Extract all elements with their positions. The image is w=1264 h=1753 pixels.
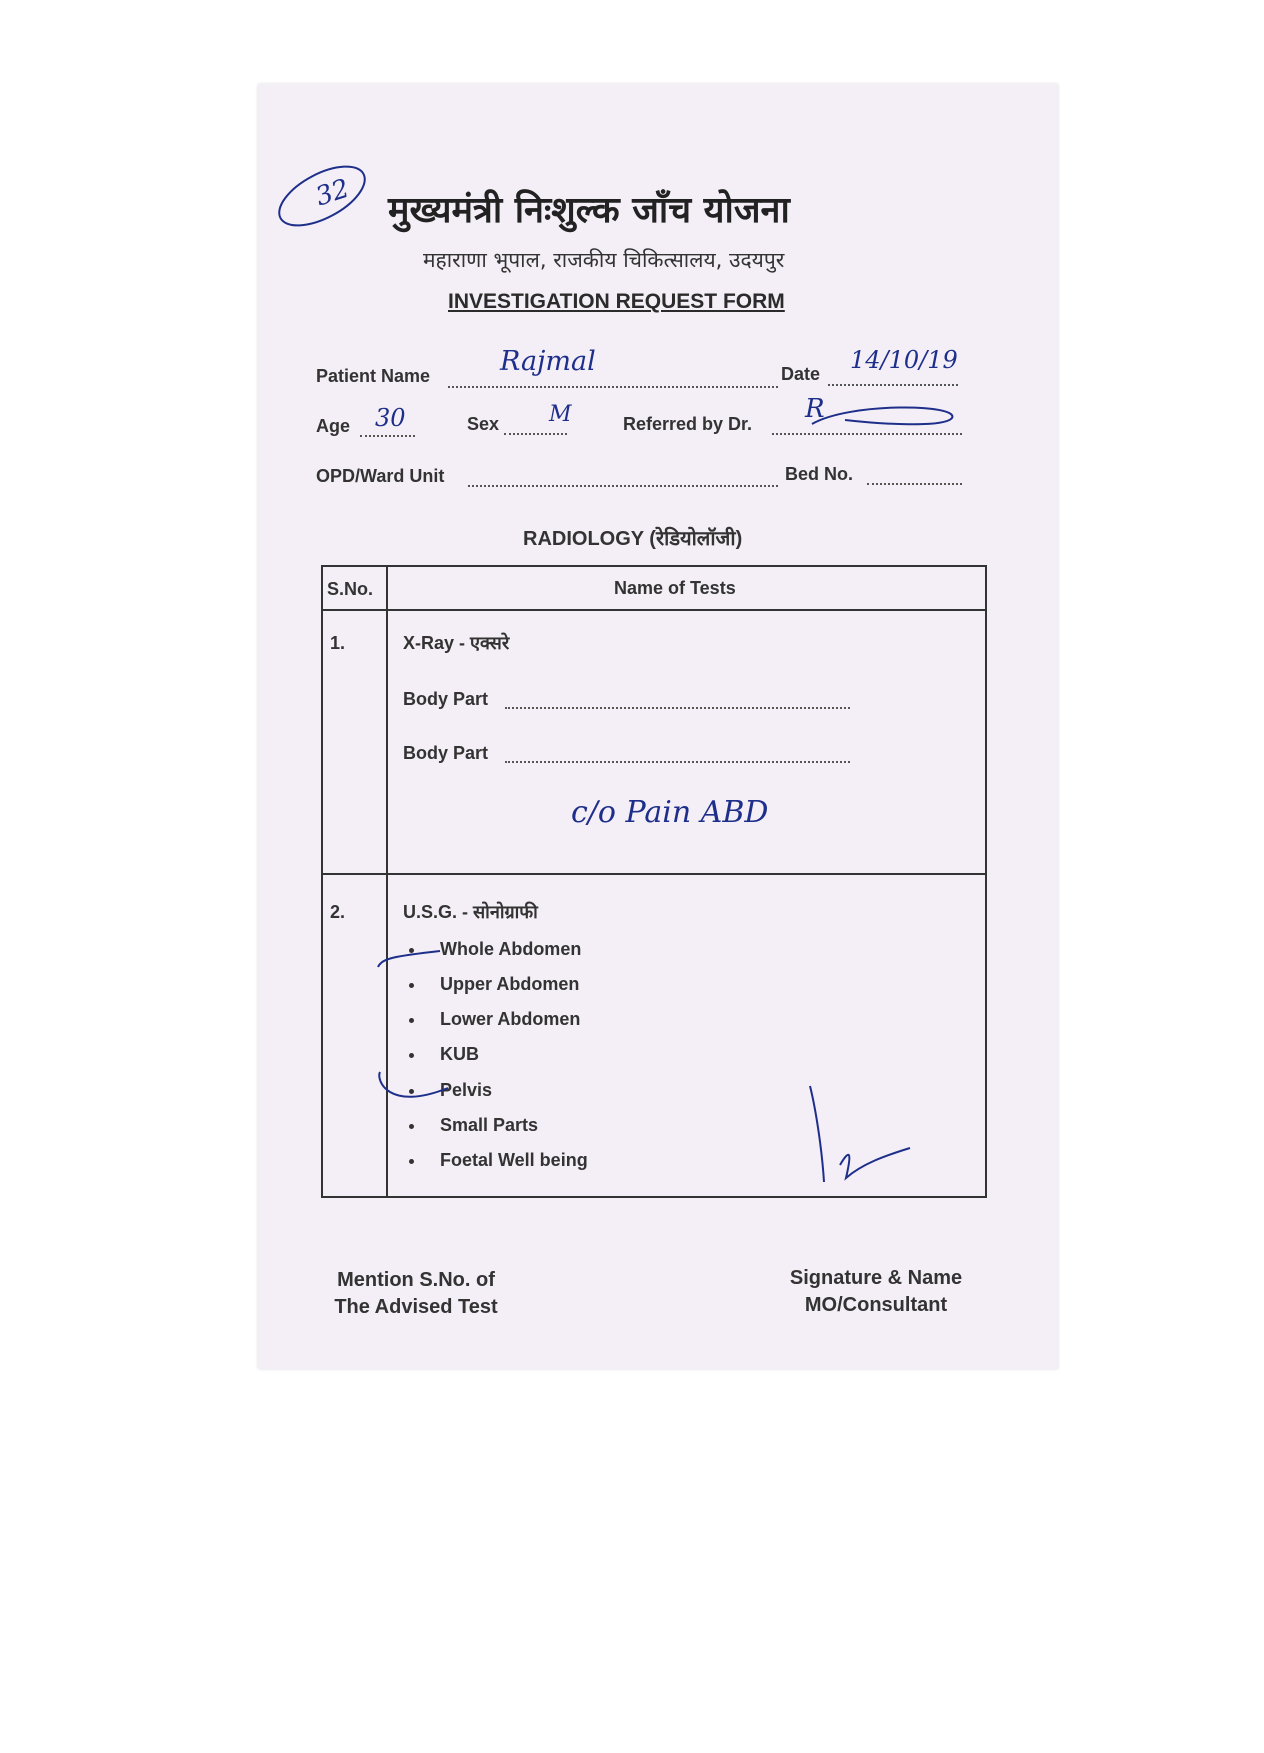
bed-no-label: Bed No. <box>785 464 854 484</box>
bullet-icon <box>409 1159 414 1164</box>
usg-option-lower-abdomen <box>409 1009 580 1030</box>
usg-option-kub <box>409 1044 479 1065</box>
date-value: 14/10/19 <box>850 346 958 374</box>
row1-sno: 1. <box>330 633 346 653</box>
patient-name-label: Patient Name <box>316 366 431 386</box>
section-title: RADIOLOGY (रेडियोलॉजी) <box>523 528 743 550</box>
bullet-icon <box>409 1089 414 1094</box>
body-part-field-2 <box>505 743 850 763</box>
referred-by-label: Referred by Dr. <box>623 414 753 434</box>
request-form-sheet <box>258 84 1058 1369</box>
serial-number-handwritten: 32 <box>312 173 353 213</box>
referred-by-field <box>772 415 962 435</box>
tests-table <box>321 565 987 1198</box>
usg-option-label: Lower Abdomen <box>440 1009 581 1029</box>
scheme-title: मुख्यमंत्री निःशुल्क जाँच योजना <box>388 190 790 231</box>
bullet-icon <box>409 948 414 953</box>
bullet-icon <box>409 983 414 988</box>
usg-option-small-parts <box>409 1115 538 1136</box>
sex-value: M <box>549 402 572 427</box>
age-label: Age <box>316 416 351 436</box>
footer-right-line2: MO/Consultant <box>804 1294 948 1316</box>
body-part-label-1: Body Part <box>403 689 489 709</box>
bullet-icon <box>409 1124 414 1129</box>
usg-option-whole-abdomen <box>409 939 581 960</box>
opd-ward-label: OPD/Ward Unit <box>316 466 445 486</box>
patient-name-field <box>448 368 778 388</box>
column-divider <box>386 567 388 1196</box>
usg-option-upper-abdomen <box>409 974 579 995</box>
footer-left-line2: The Advised Test <box>334 1296 498 1318</box>
age-value: 30 <box>375 404 406 432</box>
footer-signature <box>766 1265 986 1319</box>
header-sno: S.No. <box>327 579 374 599</box>
bullet-icon <box>409 1018 414 1023</box>
form-heading: INVESTIGATION REQUEST FORM <box>448 290 785 313</box>
usg-option-label: Foetal Well being <box>440 1150 588 1170</box>
row-divider <box>323 873 985 875</box>
opd-ward-field <box>468 467 778 487</box>
hospital-name: महाराणा भूपाल, राजकीय चिकित्सालय, उदयपुर <box>423 248 785 272</box>
usg-option-label: Whole Abdomen <box>440 939 582 959</box>
clinical-note-handwritten: c/o Pain ABD <box>571 795 769 830</box>
usg-option-label: KUB <box>440 1044 479 1064</box>
body-part-label-2: Body Part <box>403 743 489 763</box>
row2-sno: 2. <box>330 902 346 922</box>
referred-by-value: R <box>805 394 825 424</box>
sex-label: Sex <box>467 414 500 434</box>
footer-left-line1: Mention S.No. of <box>337 1269 495 1291</box>
date-label: Date <box>781 364 821 384</box>
patient-name-value: Rajmal <box>500 346 596 377</box>
header-test-name: Name of Tests <box>614 578 736 598</box>
usg-option-label: Pelvis <box>440 1080 493 1100</box>
usg-option-label: Small Parts <box>440 1115 539 1135</box>
header-divider <box>323 609 985 611</box>
body-part-field-1 <box>505 689 850 709</box>
footer-right-line1: Signature & Name <box>789 1267 963 1289</box>
row1-test-xray: X-Ray - एक्सरे <box>403 633 510 653</box>
usg-option-foetal-well-being <box>409 1150 588 1171</box>
usg-option-pelvis <box>409 1080 492 1101</box>
bed-no-field <box>867 465 962 485</box>
footer-mention-sno <box>316 1267 516 1321</box>
row2-test-usg: U.S.G. - सोनोग्राफी <box>403 902 538 922</box>
bullet-icon <box>409 1053 414 1058</box>
usg-option-label: Upper Abdomen <box>440 974 580 994</box>
